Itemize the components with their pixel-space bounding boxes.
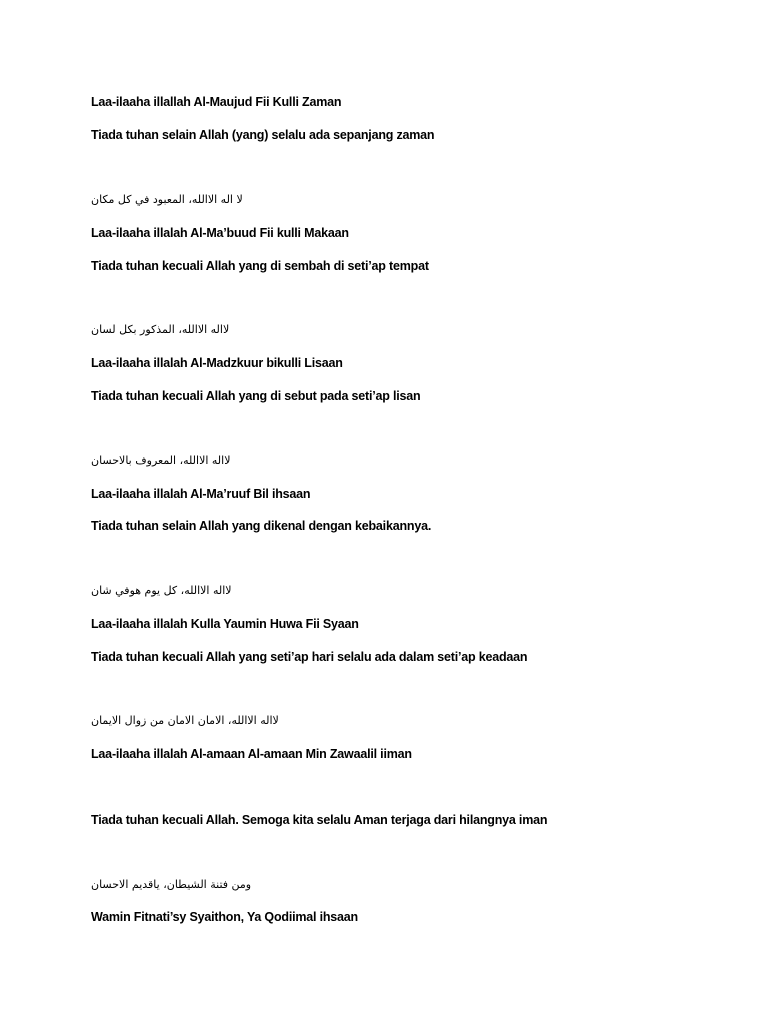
transliteration-line-3: Laa-ilaaha illalah Al-Madzkuur bikulli Lisaan xyxy=(91,356,343,370)
translation-line-2: Tiada tuhan kecuali Allah yang di sembah di seti’ap tempat xyxy=(91,259,429,273)
transliteration-line-7: Wamin Fitnati’sy Syaithon, Ya Qodiimal ihsaan xyxy=(91,910,358,924)
arabic-line-5: لااله الاالله، كل يوم هوفي شان xyxy=(91,584,232,597)
translation-line-1: Tiada tuhan selain Allah (yang) selalu ada sepanjang zaman xyxy=(91,128,435,142)
translation-line-5: Tiada tuhan kecuali Allah yang seti’ap hari selalu ada dalam seti’ap keadaan xyxy=(91,650,528,664)
transliteration-line-5: Laa-ilaaha illalah Kulla Yaumin Huwa Fii Syaan xyxy=(91,617,359,631)
arabic-line-6: لااله الاالله، الامان الامان من زوال الايمان xyxy=(91,714,279,727)
translation-line-3: Tiada tuhan kecuali Allah yang di sebut pada seti’ap lisan xyxy=(91,389,421,403)
translation-line-4: Tiada tuhan selain Allah yang dikenal dengan kebaikannya. xyxy=(91,519,432,533)
transliteration-line-4: Laa-ilaaha illalah Al-Ma’ruuf Bil ihsaan xyxy=(91,487,311,501)
arabic-line-7: ومن فتنة الشيطان، ياقديم الاحسان xyxy=(91,878,252,891)
translation-line-6: Tiada tuhan kecuali Allah. Semoga kita selalu Aman terjaga dari hilangnya iman xyxy=(91,813,548,827)
transliteration-line-6: Laa-ilaaha illalah Al-amaan Al-amaan Min Zawaalil iiman xyxy=(91,747,412,761)
arabic-line-2: لا اله الاالله، المعبود في كل مكان xyxy=(91,193,243,206)
transliteration-line-2: Laa-ilaaha illalah Al-Ma’buud Fii kulli Makaan xyxy=(91,226,349,240)
transliteration-line-1: Laa-ilaaha illallah Al-Maujud Fii Kulli Zaman xyxy=(91,95,342,109)
arabic-line-4: لااله الاالله، المعروف بالاحسان xyxy=(91,454,231,467)
arabic-line-3: لااله الاالله، المذكور بكل لسان xyxy=(91,323,230,336)
